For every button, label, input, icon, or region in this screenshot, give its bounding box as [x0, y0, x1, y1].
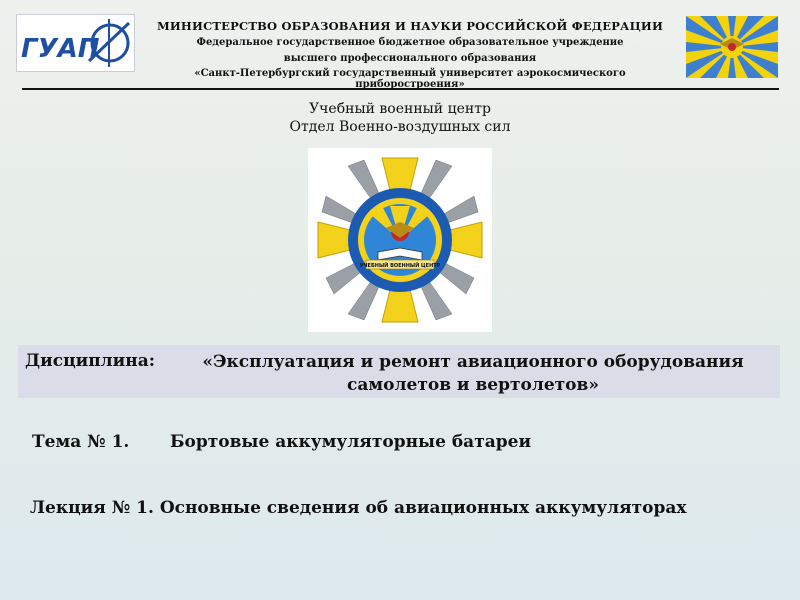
emblem-banner-text: УЧЕБНЫЙ ВОЕННЫЙ ЦЕНТР [359, 263, 441, 269]
guap-logo-icon [17, 15, 134, 71]
training-center-title: Учебный военный центр [309, 101, 491, 117]
emblem [308, 148, 492, 332]
discipline-box [18, 345, 780, 398]
header-ministry: МИНИСТЕРСТВО ОБРАЗОВАНИЯ И НАУКИ РОССИЙСКОЙ ФЕДЕРАЦИИ [156, 19, 664, 33]
emblem-icon [308, 148, 492, 332]
air-force-flag-icon [686, 16, 778, 78]
header-education-level: высшего профессионального образования [283, 53, 537, 64]
discipline-label: Дисциплина: [25, 351, 156, 371]
air-force-flag [686, 16, 778, 78]
discipline-title-line2: самолетов и вертолетов» [347, 375, 599, 395]
topic-label: Тема № 1. [32, 432, 130, 452]
department-title: Отдел Военно-воздушных сил [289, 119, 511, 135]
guap-logo [16, 14, 135, 72]
discipline-title-line1: «Эксплуатация и ремонт авиационного оборудования [202, 352, 744, 372]
header-divider [22, 88, 779, 90]
header-institution-type: Федеральное государственное бюджетное образовательное учреждение [196, 37, 624, 48]
lecture-title: Лекция № 1. Основные сведения об авиационных аккумуляторах [30, 498, 687, 518]
discipline-title [193, 351, 753, 397]
header-university-name: «Санкт-Петербургский государственный университет аэрокосмического приборостроения» [194, 68, 626, 90]
logo-text: ГУАП [21, 34, 100, 64]
topic-title: Бортовые аккумуляторные батареи [170, 432, 532, 452]
